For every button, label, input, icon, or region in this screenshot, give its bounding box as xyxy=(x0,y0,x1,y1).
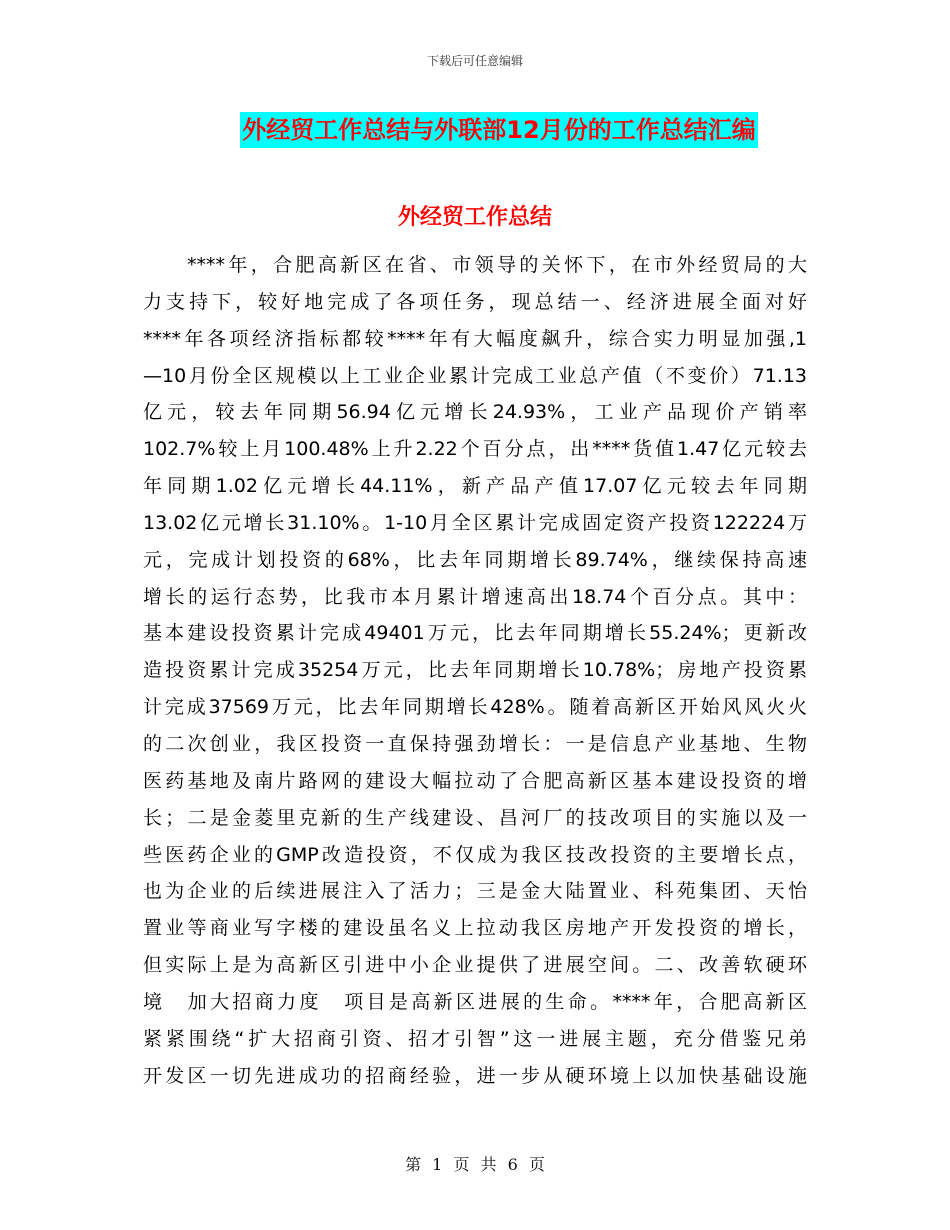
text-line: 元，完成计划投资的68%，比去年同期增长89.74%，继续保持高速 xyxy=(143,548,807,571)
text-line: 也为企业的后续进展注入了活力；三是金大陆置业、科苑集团、天怡 xyxy=(143,880,807,903)
text-line: 长；二是金菱里克新的生产线建设、昌河厂的技改项目的实施以及一 xyxy=(143,806,807,829)
text-line: 置业等商业写字楼的建设虽名义上拉动我区房地产开发投资的增长， xyxy=(143,917,807,940)
text-line: 紧紧围绕“扩大招商引资、招才引智”这一进展主题，充分借鉴兄弟 xyxy=(143,1027,807,1050)
document-title-container xyxy=(0,112,950,148)
text-line: 的二次创业，我区投资一直保持强劲增长：一是信息产业基地、生物 xyxy=(143,732,807,755)
text-line: ****年各项经济指标都较****年有大幅度飙升，综合实力明显加强,1 xyxy=(143,327,807,350)
text-line: 力支持下，较好地完成了各项任务，现总结一、经济进展全面对好 xyxy=(143,290,807,313)
page-footer: 第 1 页 共 6 页 xyxy=(405,1155,545,1174)
document-title: 外经贸工作总结与外联部12月份的工作总结汇编 xyxy=(240,112,757,148)
text-line: 境 加大招商力度 项目是高新区进展的生命。****年，合肥高新区 xyxy=(143,990,807,1013)
text-line: 但实际上是为高新区引进中小企业提供了进展空间。二、改善软硬环 xyxy=(143,954,807,977)
text-line: 计完成37569万元，比去年同期增长428%。随着高新区开始风风火火 xyxy=(143,696,807,719)
section-title: 外经贸工作总结 xyxy=(397,205,552,230)
text-line: 开发区一切先进成功的招商经验，进一步从硬环境上以加快基础设施 xyxy=(143,1064,807,1087)
text-line: 102.7%较上月100.48%上升2.22个百分点，出****货值1.47亿元较去 xyxy=(143,438,807,461)
text-line: —10月份全区规模以上工业企业累计完成工业总产值（不变价）71.13 xyxy=(143,364,807,387)
text-line: 亿元，较去年同期56.94亿元增长24.93%，工业产品现价产销率 xyxy=(143,401,807,424)
header-note: 下载后可任意编辑 xyxy=(426,54,523,68)
body-paragraph xyxy=(143,247,807,1094)
text-line: 造投资累计完成35254万元，比去年同期增长10.78%；房地产投资累 xyxy=(143,659,807,682)
text-line: 基本建设投资累计完成49401万元，比去年同期增长55.24%；更新改 xyxy=(143,622,807,645)
text-line: ****年，合肥高新区在省、市领导的关怀下，在市外经贸局的大 xyxy=(187,254,807,276)
text-line: 增长的运行态势，比我市本月累计增速高出18.74个百分点。其中： xyxy=(143,585,807,608)
text-line: 13.02亿元增长31.10%。1-10月全区累计完成固定资产投资122224万 xyxy=(143,511,807,534)
text-line: 些医药企业的GMP改造投资，不仅成为我区技改投资的主要增长点， xyxy=(143,843,807,866)
text-line: 年同期1.02亿元增长44.11%，新产品产值17.07亿元较去年同期 xyxy=(143,475,807,498)
text-line: 医药基地及南片路网的建设大幅拉动了合肥高新区基本建设投资的增 xyxy=(143,769,807,792)
